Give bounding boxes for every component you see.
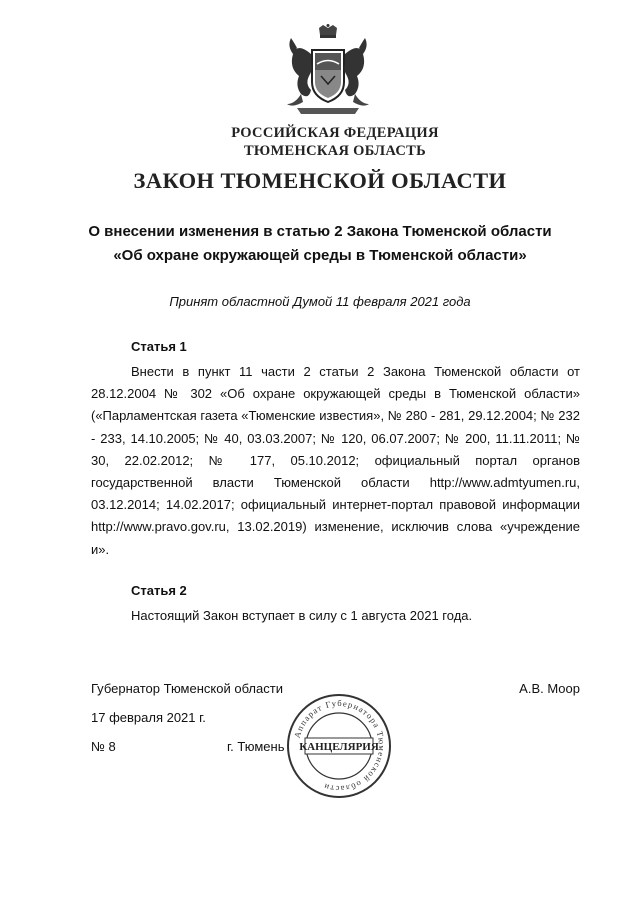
article-2-heading: Статья 2 [131, 583, 187, 598]
country-heading: РОССИЙСКАЯ ФЕДЕРАЦИЯ [231, 125, 439, 141]
signing-city: г. Тюмень [227, 739, 285, 754]
coat-of-arms-emblem [283, 24, 373, 118]
governor-label: Губернатор Тюменской области [91, 681, 283, 696]
article-2-text: Настоящий Закон вступает в силу с 1 августа 2021 года. [131, 608, 473, 623]
stamp-center-text: КАНЦЕЛЯРИЯ [299, 741, 379, 753]
law-title: ЗАКОН ТЮМЕНСКОЙ ОБЛАСТИ [133, 168, 507, 193]
law-number: № 8 [91, 739, 116, 754]
law-subject-line-1: О внесении изменения в статью 2 Закона Тюменской области [88, 223, 552, 240]
governor-name: А.В. Моор [519, 681, 580, 696]
adoption-note: Принят областной Думой 11 февраля 2021 года [169, 294, 471, 309]
region-heading: ТЮМЕНСКАЯ ОБЛАСТЬ [243, 143, 427, 159]
article-1-text: Внести в пункт 11 части 2 статьи 2 Закона Тюменской области от 28.12.2004 № 302 «Об охране окружающей среды в Тюменской области» («Парламентская газета «Тюменские известия», № 280 - 281, 29.12.2004; № 232 - 233, 14.10.2005; № 40, 03.03.2007; № 120, 06.07.2007; № 200, 11.11.2011; № 30, 22.02.2012; № 177, 05.10.2012; официальный портал органов государственной власти Тюменской области http://www.admtyumen.ru, 03.12.2014; 14.02.2017; официальный интернет-портал правовой информации http://www.pravo.gov.ru, 13.02.2019) изменение, исключив слова «учреждение и». [91, 364, 580, 557]
signing-date: 17 февраля 2021 г. [91, 710, 206, 725]
office-stamp-seal [285, 692, 393, 800]
stamp-ring-text: Аппарат Губернатора Тюменской области [291, 697, 388, 795]
article-1-heading: Статья 1 [131, 339, 187, 354]
law-subject-line-2: «Об охране окружающей среды в Тюменской области» [113, 247, 527, 264]
